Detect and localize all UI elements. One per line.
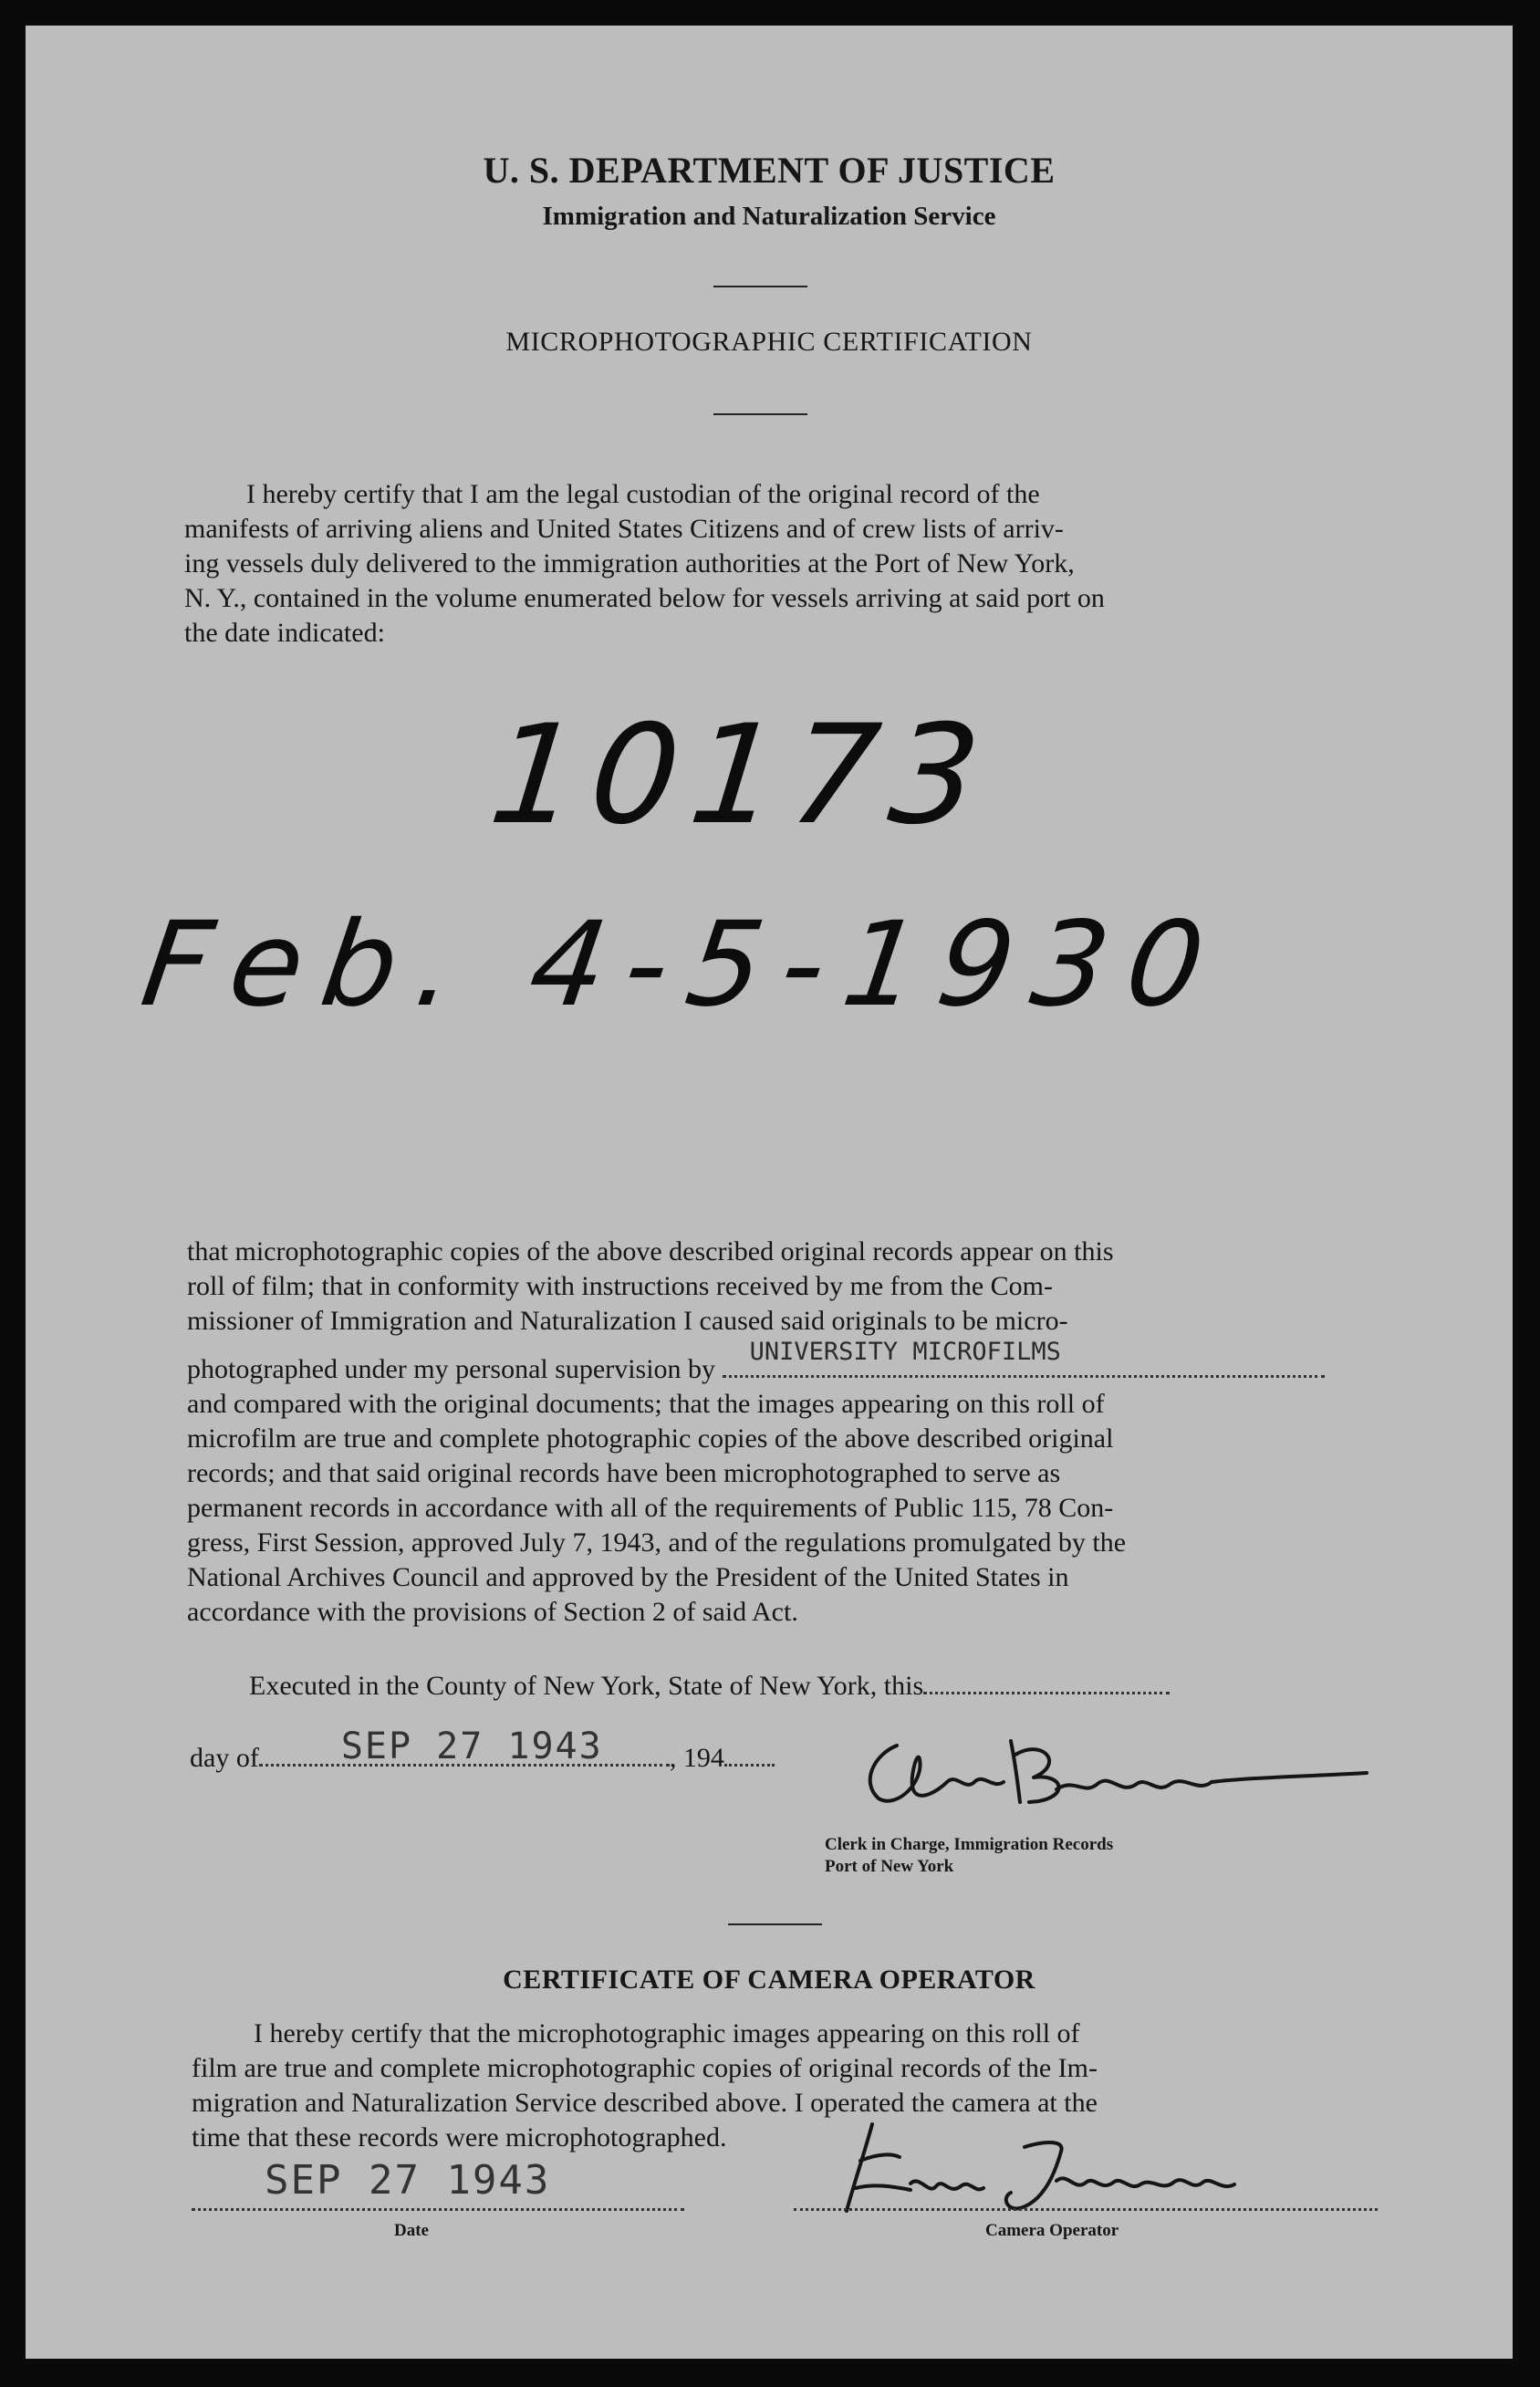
body-line: that microphotographic copies of the above described original records appear on this (187, 1236, 1114, 1266)
intro-line: ing vessels duly delivered to the immigration authorities at the Port of New York, (184, 548, 1075, 579)
camera-certificate-title: CERTIFICATE OF CAMERA OPERATOR (503, 1965, 1035, 1995)
certification-body (187, 1235, 1373, 1630)
camera-line: migration and Naturalization Service described above. I operated the camera at the (192, 2088, 1098, 2118)
certificate-page (26, 26, 1513, 2359)
body-line-prefix: photographed under my personal supervision by (187, 1354, 716, 1384)
day-of-fill (259, 1725, 670, 1767)
clerk-title-line: Port of New York (825, 1857, 954, 1876)
service-subtitle: Immigration and Naturalization Service (542, 202, 996, 231)
body-line: roll of film; that in conformity with instructions received by me from the Com- (187, 1271, 1053, 1301)
day-of-line (190, 1725, 775, 1774)
intro-line: manifests of arriving aliens and United States Citizens and of crew lists of arriv- (184, 514, 1064, 544)
handwritten-dates: Feb. 4-5-1930 (134, 897, 1232, 1033)
body-line: records; and that said original records have been microphotographed to serve as (187, 1458, 1061, 1488)
year-prefix: , 194 (669, 1743, 724, 1773)
body-line: microfilm are true and complete photographic copies of the above described original (187, 1423, 1114, 1454)
intro-paragraph (184, 477, 1370, 651)
date-fill-line (192, 2190, 684, 2211)
clerk-signature (847, 1718, 1376, 1819)
clerk-title (825, 1834, 1113, 1878)
divider (713, 286, 807, 287)
divider (713, 413, 807, 415)
year-fill (724, 1740, 775, 1767)
execution-day-fill (923, 1668, 1170, 1694)
camera-stamped-date: SEP 27 1943 (265, 2157, 551, 2204)
certification-title: MICROPHOTOGRAPHIC CERTIFICATION (505, 327, 1033, 357)
body-line: gress, First Session, approved July 7, 1943, and of the regulations promulgated by the (187, 1527, 1127, 1558)
photographer-name: UNIVERSITY MICROFILMS (749, 1338, 1061, 1366)
execution-line (249, 1668, 1170, 1702)
handwritten-volume-number: 10173 (483, 696, 1000, 855)
department-title: U. S. DEPARTMENT OF JUSTICE (483, 150, 1056, 191)
photographer-fill-line (723, 1338, 1325, 1378)
camera-line: I hereby certify that the microphotographic images appearing on this roll of (254, 2018, 1080, 2048)
body-line: and compared with the original documents; that the images appearing on this roll of (187, 1389, 1105, 1419)
body-line: missioner of Immigration and Naturalization I caused said originals to be micro- (187, 1306, 1068, 1336)
intro-line: I hereby certify that I am the legal custodian of the original record of the (246, 479, 1040, 509)
camera-line: time that these records were microphotographed. (192, 2122, 727, 2152)
operator-fill-line (794, 2190, 1378, 2211)
intro-line: the date indicated: (184, 618, 385, 648)
clerk-title-line: Clerk in Charge, Immigration Records (825, 1835, 1114, 1854)
clerk-stamped-date: SEP 27 1943 (340, 1725, 603, 1767)
body-line: permanent records in accordance with all of the requirements of Public 115, 78 Con- (187, 1493, 1114, 1523)
intro-line: N. Y., contained in the volume enumerated below for vessels arriving at said port on (184, 583, 1105, 613)
day-of-label: day of (190, 1743, 259, 1773)
execution-text: Executed in the County of New York, State of New York, this (249, 1671, 924, 1701)
camera-line: film are true and complete microphotographic copies of original records of the Im- (192, 2053, 1098, 2083)
divider (728, 1923, 822, 1925)
body-line-photographer (187, 1338, 1373, 1387)
date-label: Date (394, 2221, 429, 2240)
operator-label: Camera Operator (985, 2221, 1119, 2240)
body-line: National Archives Council and approved by the President of the United States in (187, 1562, 1069, 1592)
body-line: accordance with the provisions of Section 2 of said Act. (187, 1597, 798, 1627)
